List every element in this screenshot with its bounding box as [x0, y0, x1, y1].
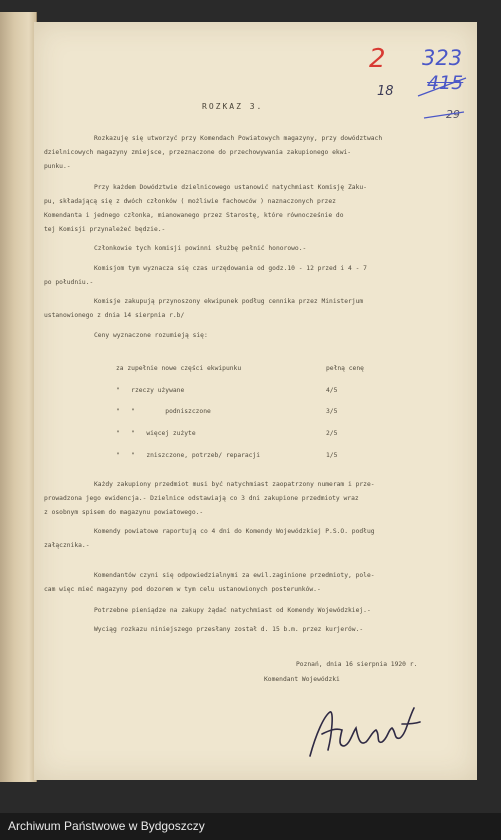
price-table-value: 3/5	[326, 408, 338, 415]
paragraph-line: Komendantów czyni się odpowiedzialnymi za ewil.zaginione przedmioty, pole-	[94, 572, 375, 579]
archive-footer-label: Archiwum Państwowe w Bydgoszczy	[0, 813, 501, 840]
price-table-item: " " zniszczone, potrzeb/ reparacji	[116, 452, 261, 459]
price-table-value: 2/5	[326, 430, 338, 437]
place-date: Poznań, dnia 16 sierpnia 1920 r.	[296, 661, 418, 668]
paragraph-line: po południu.-	[44, 279, 94, 286]
signatory-title: Komendant Wojewódzki	[264, 676, 340, 683]
paragraph-line: dzielnicowych magazyny zmiejsce, przeznaczone do przechowywania zakupionego ekwi-	[44, 149, 352, 156]
paragraph-line: Każdy zakupiony przedmiot musi być natychmiast zaopatrzony numeram i prze-	[94, 481, 375, 488]
price-table-item: " " więcej zużyte	[116, 430, 196, 437]
paragraph-line: Komisje zakupują przynoszony ekwipunek podług cennika przez Ministerjum	[94, 298, 364, 305]
paragraph-line: Komendanta i jednego członka, mianowanego przez Starostę, które równocześnie do	[44, 212, 344, 219]
handwritten-signature	[302, 694, 432, 764]
paragraph-line: Wyciąg rozkazu niniejszego przesłany został d. 15 b.m. przez kurjerów.-	[94, 626, 364, 633]
price-table-item: za zupełnie nowe części ekwipunku	[116, 365, 242, 372]
price-table-value: 4/5	[326, 387, 338, 394]
red-margin-number: 2	[369, 44, 386, 74]
paragraph-line: tej Komisji przynależeć będzie.-	[44, 226, 166, 233]
price-table-value: pełną cenę	[326, 365, 364, 372]
paragraph-line: Rozkazuję się utworzyć przy Komendach Powiatowych magazyny, przy dowództwach	[94, 135, 383, 142]
blue-archive-number-mid: 415	[427, 72, 464, 94]
paragraph-line: Członkowie tych komisji powinni służbę pełnić honorowo.-	[94, 245, 307, 252]
document-page	[34, 22, 477, 780]
paragraph-line: z osobnym spisem do magazynu powiatowego.-	[44, 509, 204, 516]
price-table-value: 1/5	[326, 452, 338, 459]
paragraph-line: Przy każdem Dowództwie dzielnicowego ustanowić natychmiast Komisję Zaku-	[94, 184, 367, 191]
book-spine-edge	[0, 12, 37, 782]
blue-pen-strokes	[414, 60, 474, 120]
paragraph-line: Komisjom tym wyznacza się czas urzędowania od godz.10 - 12 przed i 4 - 7	[94, 265, 367, 272]
paragraph-line: załącznika.-	[44, 542, 90, 549]
paragraph-line: prowadzona jego ewidencja.- Dzielnice odstawiają co 3 dni zakupione przedmioty wraz	[44, 495, 359, 502]
pencil-note-a: 18	[377, 84, 394, 99]
blue-archive-number-top: 323	[422, 46, 463, 70]
document-title: ROZKAZ 3.	[202, 102, 264, 111]
paragraph-line: punku.-	[44, 163, 71, 170]
paragraph-line: Komendy powiatowe raportują co 4 dni do Komendy Wojewódzkiej P.S.O. podług	[94, 528, 375, 535]
paragraph-line: pu, składającą się z dwóch członków ( możliwie fachowców ) naznaczonych przez	[44, 198, 336, 205]
price-table-item: " " podniszczone	[116, 408, 211, 415]
paragraph-line: Ceny wyznaczone rozumieją się:	[94, 332, 208, 339]
paragraph-line: Potrzebne pieniądze na zakupy żądać natychmiast od Komendy Wojewódzkiej.-	[94, 607, 371, 614]
paragraph-line: ustanowionego z dnia 14 sierpnia r.b/	[44, 312, 185, 319]
pencil-note-b: 29	[446, 108, 460, 121]
price-table-item: " rzeczy używane	[116, 387, 185, 394]
paragraph-line: cam więc mieć magazyny pod dozorem w tym celu ustanowionych posterunków.-	[44, 586, 321, 593]
